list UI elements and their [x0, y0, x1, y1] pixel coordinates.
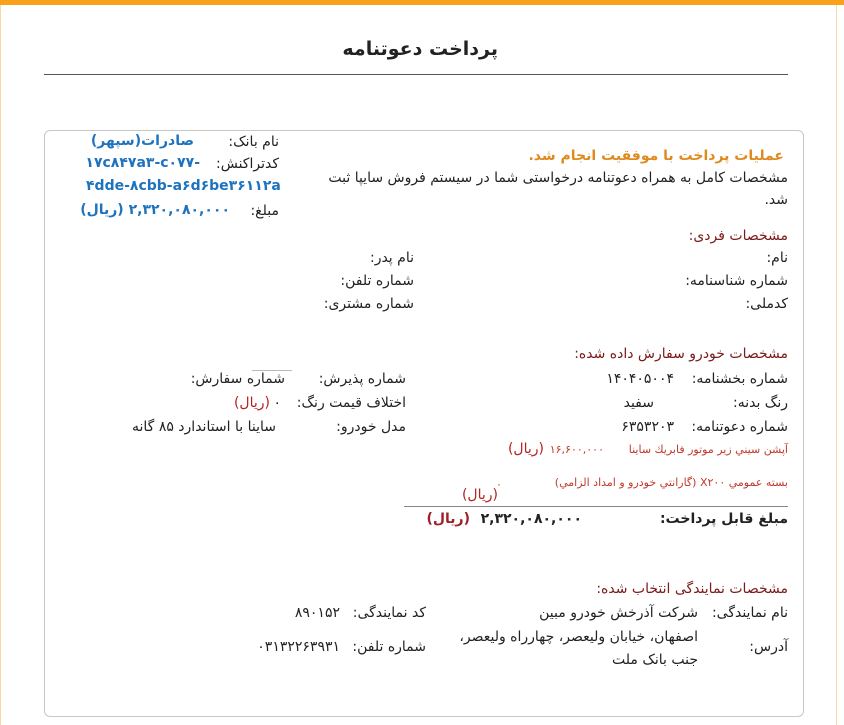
address-line2: جنب بانک ملت [612, 652, 698, 668]
payable-value: ۲,۳۲۰,۰۸۰,۰۰۰ [480, 511, 582, 527]
amount-value: ۲,۳۲۰,۰۸۰,۰۰۰ (ریال) [80, 202, 230, 218]
bank-name-value: صادرات(سپهر) [90, 133, 194, 149]
order-number-line [252, 370, 292, 371]
page-title: پرداخت دعوتنامه [342, 38, 498, 60]
agency-info-heading: مشخصات نمایندگی انتخاب شده: [596, 581, 788, 597]
agency-name-value: شرکت آذرخش خودرو مبین [539, 605, 698, 621]
option2-label: بسته عمومي X۲۰۰ (گارانتي خودرو و امداد الزامي) [554, 476, 788, 489]
agency-code-value: ۸۹۰۱۵۲ [294, 605, 340, 621]
personal-info-heading: مشخصات فردی: [688, 228, 788, 244]
left-page-border [0, 5, 1, 725]
status-message-line2: شد. [764, 192, 788, 208]
transaction-code-label: کدتراکنش: [216, 156, 279, 172]
transaction-code-line1: -۱۷c۸۴۷a۳-c۰۷۷ [85, 155, 200, 171]
agency-phone-value: ۰۳۱۳۲۲۶۳۹۳۱ [257, 639, 340, 655]
agency-phone-label: شماره تلفن: [352, 639, 426, 655]
car-model-label: مدل خودرو: [336, 419, 406, 435]
address-line1: اصفهان، خیابان ولیعصر، چهارراه ولیعصر، [459, 629, 698, 645]
color-price-diff-value: ۰ [273, 395, 281, 411]
title-divider [44, 74, 788, 75]
option1-label: آپشن سيني زير موتور فابريك ساينا [628, 443, 788, 456]
option2-unit: (ریال) [461, 487, 498, 503]
success-message: عملیات پرداخت با موفقیت انجام شد. [528, 148, 784, 164]
id-number-label: شماره شناسنامه: [685, 273, 788, 289]
phone-label: شماره تلفن: [340, 273, 414, 289]
top-accent-bar [0, 0, 844, 5]
payable-divider [404, 506, 788, 507]
agency-code-label: کد نمایندگی: [352, 605, 426, 621]
car-model-value: ساینا با استاندارد ۸۵ گانه [132, 419, 276, 435]
invitation-number-value: ۶۳۵۳۲۰۳ [621, 419, 674, 435]
right-page-border [836, 5, 837, 725]
option1-value: ۱۶,۶۰۰,۰۰۰ [549, 443, 604, 456]
option2-value: ۰ [496, 478, 502, 491]
body-color-value: سفید [623, 395, 654, 411]
transaction-code-line2: ۴dde-۸cbb-a۶d۶be۳۶۱۱۲a [86, 178, 281, 194]
color-price-diff-label: اختلاف قیمت رنگ: [296, 395, 406, 411]
option1-unit: (ریال) [507, 441, 544, 457]
customer-number-label: شماره مشتری: [323, 296, 414, 312]
invitation-number-label: شماره دعوتنامه: [691, 419, 788, 435]
payable-label: مبلغ قابل پرداخت: [659, 511, 788, 527]
name-label: نام: [766, 250, 788, 266]
circular-number-value: ۱۴۰۴۰۵۰۰۴ [606, 371, 674, 387]
order-number-label: شماره سفارش: [190, 371, 285, 387]
payable-unit: (ریال) [426, 511, 470, 527]
color-price-diff-unit: (ریال) [233, 395, 270, 411]
order-info-heading: مشخصات خودرو سفارش داده شده: [574, 346, 788, 362]
amount-label: مبلغ: [250, 203, 279, 219]
father-name-label: نام پدر: [369, 250, 414, 266]
status-message-line1: مشخصات کامل به همراه دعوتنامه درخواستی شما در سیستم فروش سایپا ثبت [328, 170, 788, 186]
acceptance-number-label: شماره پذیرش: [318, 371, 406, 387]
address-label: آدرس: [749, 639, 788, 655]
bank-name-label: نام بانک: [228, 134, 279, 150]
body-color-label: رنگ بدنه: [732, 395, 788, 411]
agency-name-label: نام نمایندگی: [711, 605, 788, 621]
circular-number-label: شماره بخشنامه: [691, 371, 788, 387]
national-code-label: کدملی: [745, 296, 788, 312]
